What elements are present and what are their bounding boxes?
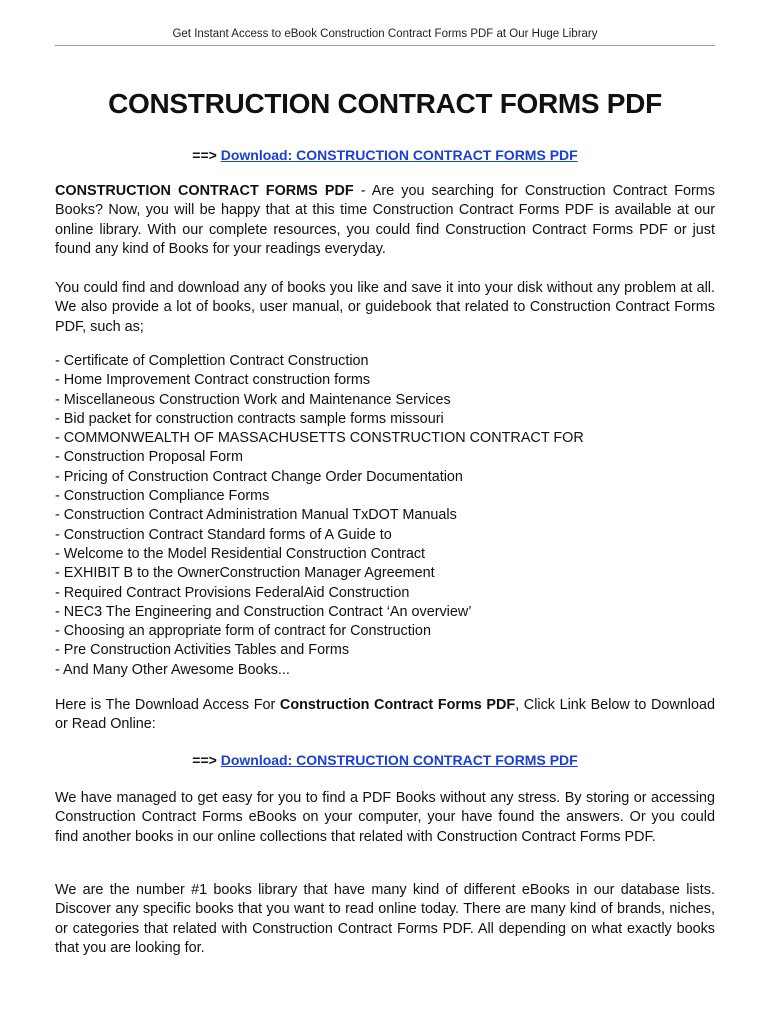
storage-paragraph: We have managed to get easy for you to find a PDF Books without any stress. By storing or accessing Construction Contract Forms eBooks on your computer, your have found the answers. Or you could find another books in our online collections that related with Construction Contract Forms PDF. <box>55 790 715 845</box>
list-item: - Construction Proposal Form <box>55 449 243 466</box>
page-header: Get Instant Access to eBook Construction Contract Forms PDF at Our Huge Library <box>55 28 715 46</box>
book-list <box>55 352 715 680</box>
list-item: - Construction Contract Standard forms of A Guide to <box>55 526 392 543</box>
access-text-before: Here is The Download Access For <box>55 697 280 713</box>
intro-paragraph <box>55 182 715 260</box>
download-link-bottom[interactable]: Download: CONSTRUCTION CONTRACT FORMS PDF <box>220 752 578 768</box>
list-item: - Bid packet for construction contracts sample forms missouri <box>55 410 444 427</box>
list-item: - Choosing an appropriate form of contract for Construction <box>55 623 431 640</box>
arrow-marker: ==> <box>192 147 217 163</box>
list-item: - Miscellaneous Construction Work and Maintenance Services <box>55 391 451 408</box>
list-item: - NEC3 The Engineering and Construction Contract ‘An overview’ <box>55 603 472 620</box>
intro-lead: CONSTRUCTION CONTRACT FORMS PDF <box>55 183 354 199</box>
list-item: - Required Contract Provisions FederalAid Construction <box>55 584 410 601</box>
intro-text: - Are you searching for Construction Contract Forms Books? Now, you will be happy that at this time Construction Contract Forms PDF is available at our online library. With our complete resources, you could find Construction Contract Forms PDF or just found any kind of Books for your readings everyday. <box>55 183 715 258</box>
list-item: - COMMONWEALTH OF MASSACHUSETTS CONSTRUCTION CONTRACT FOR <box>55 430 584 447</box>
download-line-top <box>55 147 715 163</box>
list-item: - Certificate of Complettion Contract Construction <box>55 353 369 369</box>
list-item: - Pre Construction Activities Tables and Forms <box>55 642 350 659</box>
download-line-bottom <box>55 752 715 768</box>
list-item: - Construction Contract Administration Manual TxDOT Manuals <box>55 507 457 524</box>
access-text-after: , Click Link Below to Download or Read Online: <box>55 697 715 733</box>
resources-paragraph: You could find and download any of books you like and save it into your disk without any problem at all. We also provide a lot of books, user manual, or guidebook that related to Construction Contract Forms PDF, such as; <box>55 280 715 335</box>
access-paragraph <box>55 696 715 735</box>
list-item: - Pricing of Construction Contract Change Order Documentation <box>55 468 463 485</box>
library-paragraph: We are the number #1 books library that have many kind of different eBooks in our database lists. Discover any specific books that you want to read online today. There are many kind of brands, niches, or categories that related with Construction Contract Forms PDF. All depending on what exactly books that you are looking for. <box>55 882 715 957</box>
list-item: - EXHIBIT B to the OwnerConstruction Manager Agreement <box>55 565 435 582</box>
list-item: - Construction Compliance Forms <box>55 488 270 505</box>
list-item: - And Many Other Awesome Books... <box>55 661 290 678</box>
list-item: - Welcome to the Model Residential Construction Contract <box>55 545 426 562</box>
download-link-top[interactable]: Download: CONSTRUCTION CONTRACT FORMS PDF <box>220 147 578 163</box>
arrow-marker: ==> <box>192 752 217 768</box>
list-item: - Home Improvement Contract construction forms <box>55 372 371 389</box>
page-title: CONSTRUCTION CONTRACT FORMS PDF <box>108 88 662 119</box>
access-text-bold: Construction Contract Forms PDF <box>279 697 516 713</box>
